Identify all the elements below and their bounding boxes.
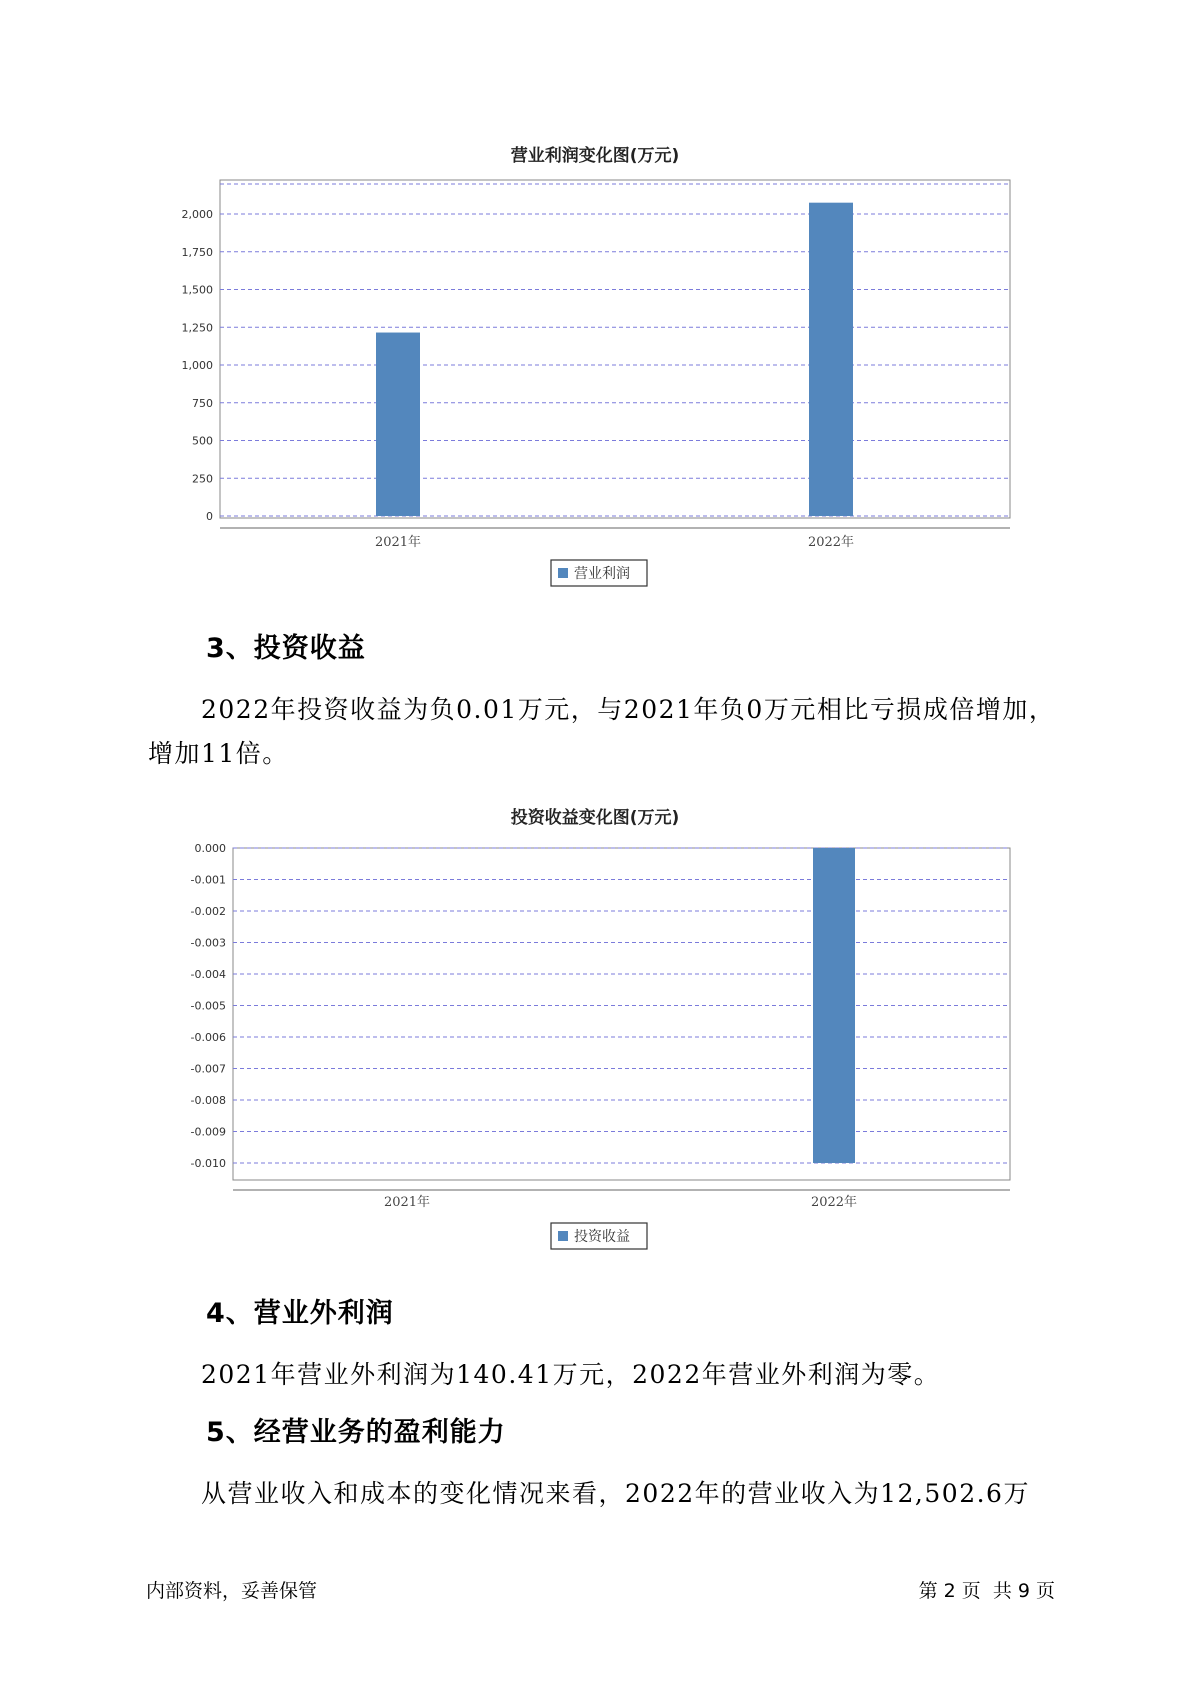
y-tick-label: -0.008 <box>190 1094 226 1107</box>
y-tick-label: 500 <box>192 434 213 448</box>
y-tick-label: -0.010 <box>190 1157 226 1170</box>
y-tick-label: -0.006 <box>190 1031 226 1044</box>
y-tick-label: 750 <box>192 396 213 410</box>
y-tick-label: 1,250 <box>181 321 213 335</box>
section-heading-non-operating-profit: 4、营业外利润 <box>206 1298 394 1329</box>
footer-note: 内部资料，妥善保管 <box>146 1580 318 1602</box>
y-tick-label: -0.009 <box>190 1125 226 1139</box>
plot-frame <box>233 848 1010 1180</box>
legend <box>551 1223 647 1249</box>
grid-lines <box>233 848 1010 1163</box>
y-tick-label: -0.002 <box>190 905 226 918</box>
y-tick-label: -0.001 <box>190 873 226 887</box>
profitability-paragraph: 从营业收入和成本的变化情况来看，2022年的营业收入为12,502.6万 <box>201 1479 1030 1508</box>
legend-swatch <box>558 1231 568 1241</box>
y-axis-ticks <box>191 842 226 1170</box>
legend-label: 投资收益 <box>574 1229 630 1245</box>
y-tick-label: 0.000 <box>194 842 226 855</box>
bars <box>813 848 855 1163</box>
chart-title: 营业利润变化图(万元) <box>510 146 680 166</box>
y-tick-label: 1,500 <box>181 283 213 297</box>
y-tick-label: -0.004 <box>190 968 226 981</box>
section-heading-investment-income: 3、投资收益 <box>206 633 366 664</box>
y-tick-label: 1,750 <box>181 245 213 259</box>
investment-income-paragraph: 2022年投资收益为负0.01万元，与2021年负0万元相比亏损成倍增加，增加11倍。 <box>148 695 1056 768</box>
x-tick-label: 2021年 <box>383 1195 431 1210</box>
x-axis-ticks <box>384 1194 857 1210</box>
y-tick-label: 0 <box>206 510 213 523</box>
x-tick-label: 2021年 <box>374 535 422 550</box>
page-number: 第 2 页 共 9 页 <box>918 1580 1055 1602</box>
y-tick-label: -0.003 <box>190 936 226 950</box>
chart-title: 投资收益变化图(万元) <box>510 808 680 828</box>
non-operating-profit-paragraph: 2021年营业外利润为140.41万元，2022年营业外利润为零。 <box>201 1360 941 1389</box>
x-tick-label: 2022年 <box>810 1195 858 1210</box>
section-heading-profitability: 5、经营业务的盈利能力 <box>206 1417 506 1448</box>
y-tick-label: 250 <box>192 472 213 486</box>
bar-2022年 <box>813 848 855 1163</box>
y-tick-label: -0.005 <box>190 999 226 1013</box>
x-tick-label: 2022年 <box>807 535 855 550</box>
y-tick-label: 1,000 <box>181 359 213 372</box>
y-tick-label: 2,000 <box>181 208 213 221</box>
legend-label: 营业利润 <box>574 566 630 582</box>
y-tick-label: -0.007 <box>190 1062 226 1076</box>
